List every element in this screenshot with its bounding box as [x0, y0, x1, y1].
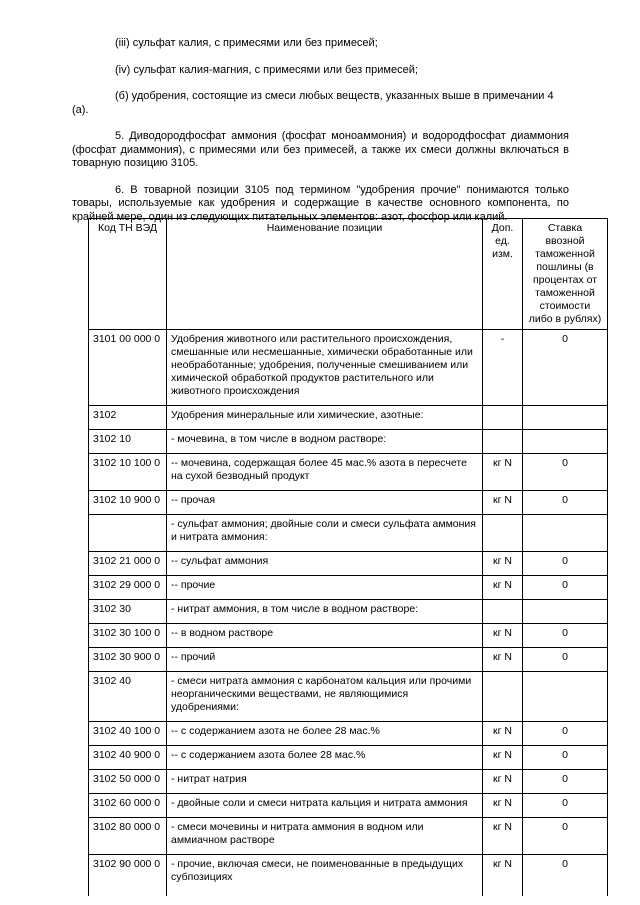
cell-rate	[523, 406, 608, 430]
cell-name: - мочевина, в том числе в водном растворе:	[167, 430, 483, 454]
header-code: Код ТН ВЭД	[89, 219, 167, 330]
table-row	[89, 818, 608, 855]
cell-unit: кг N	[483, 746, 523, 770]
table-row	[89, 515, 608, 552]
cell-name: - сульфат аммония; двойные соли и смеси сульфата аммония и нитрата аммония:	[167, 515, 483, 552]
cell-unit: кг N	[483, 624, 523, 648]
table-row	[89, 624, 608, 648]
cell-unit: кг N	[483, 722, 523, 746]
cell-code: 3102 60 000 0	[89, 794, 167, 818]
cell-rate: 0	[523, 454, 608, 491]
cell-code: 3101 00 000 0	[89, 330, 167, 406]
cell-rate	[523, 430, 608, 454]
cell-rate: 0	[523, 330, 608, 406]
cell-code: 3102 90 000 0	[89, 855, 167, 897]
note-iv: (iv) сульфат калия-магния, с примесями или без примесей;	[115, 63, 418, 76]
cell-name: - смеси нитрата аммония с карбонатом кальция или прочими неорганическими веществами, не являющимися удобрениями:	[167, 672, 483, 722]
cell-unit: кг N	[483, 576, 523, 600]
cell-rate: 0	[523, 624, 608, 648]
cell-name: -- мочевина, содержащая более 45 мас.% азота в пересчете на сухой безводный продукт	[167, 454, 483, 491]
cell-unit: кг N	[483, 454, 523, 491]
cell-code: 3102 10 100 0	[89, 454, 167, 491]
table-row	[89, 454, 608, 491]
cell-code: 3102 40 100 0	[89, 722, 167, 746]
cell-code: 3102 50 000 0	[89, 770, 167, 794]
cell-name: - прочие, включая смеси, не поименованные в предыдущих субпозициях	[167, 855, 483, 897]
cell-rate: 0	[523, 855, 608, 897]
cell-rate	[523, 672, 608, 722]
table-row	[89, 491, 608, 515]
note-b: (б) удобрения, состоящие из смеси любых веществ, указанных выше в примечании 4 (а).	[72, 90, 554, 116]
cell-code: 3102 21 000 0	[89, 552, 167, 576]
table-row	[89, 330, 608, 406]
table-row	[89, 406, 608, 430]
cell-name: - смеси мочевины и нитрата аммония в водном или аммиачном растворе	[167, 818, 483, 855]
cell-code: 3102 10	[89, 430, 167, 454]
cell-code: 3102 40 900 0	[89, 746, 167, 770]
cell-code	[89, 515, 167, 552]
cell-code: 3102 30 900 0	[89, 648, 167, 672]
table-row	[89, 746, 608, 770]
table-row	[89, 794, 608, 818]
cell-rate: 0	[523, 746, 608, 770]
cell-unit	[483, 515, 523, 552]
table-row	[89, 430, 608, 454]
cell-code: 3102	[89, 406, 167, 430]
cell-name: - нитрат аммония, в том числе в водном растворе:	[167, 600, 483, 624]
cell-code: 3102 40	[89, 672, 167, 722]
cell-name: -- прочий	[167, 648, 483, 672]
cell-unit: кг N	[483, 491, 523, 515]
cell-unit	[483, 600, 523, 624]
cell-name: -- прочие	[167, 576, 483, 600]
note-iii: (iii) сульфат калия, с примесями или без примесей;	[115, 37, 378, 49]
cell-rate: 0	[523, 491, 608, 515]
cell-name: -- в водном растворе	[167, 624, 483, 648]
cell-rate: 0	[523, 576, 608, 600]
cell-unit: кг N	[483, 770, 523, 794]
cell-name: -- прочая	[167, 491, 483, 515]
cell-unit	[483, 430, 523, 454]
cell-code: 3102 30 100 0	[89, 624, 167, 648]
cell-name: Удобрения минеральные или химические, азотные:	[167, 406, 483, 430]
cell-unit: кг N	[483, 818, 523, 855]
cell-rate: 0	[523, 552, 608, 576]
notes-section	[72, 37, 569, 237]
table-row	[89, 855, 608, 897]
tariff-table-body	[89, 330, 608, 897]
cell-unit	[483, 672, 523, 722]
cell-code: 3102 80 000 0	[89, 818, 167, 855]
cell-code: 3102 30	[89, 600, 167, 624]
cell-unit: -	[483, 330, 523, 406]
note-5: 5. Диводородфосфат аммония (фосфат моноаммония) и водородфосфат диаммония (фосфат диаммония), с примесями или без примесей, а также их смеси должны включаться в товарную позицию 3105.	[72, 130, 569, 169]
cell-name: Удобрения животного или растительного происхождения, смешанные или несмешанные, химически обработанные или необработанные; удобрения, полученные смешиванием или химической обработкой продуктов растительного или животного происхождения	[167, 330, 483, 406]
tariff-table	[88, 218, 608, 896]
cell-name: -- с содержанием азота не более 28 мас.%	[167, 722, 483, 746]
cell-unit: кг N	[483, 855, 523, 897]
cell-unit: кг N	[483, 648, 523, 672]
header-name: Наименование позиции	[167, 219, 483, 330]
cell-rate: 0	[523, 722, 608, 746]
table-row	[89, 722, 608, 746]
cell-rate	[523, 600, 608, 624]
table-row	[89, 576, 608, 600]
header-rate: Ставка ввозной таможенной пошлины (в процентах от таможенной стоимости либо в рублях)	[523, 219, 608, 330]
cell-rate: 0	[523, 770, 608, 794]
cell-name: -- с содержанием азота более 28 мас.%	[167, 746, 483, 770]
cell-code: 3102 29 000 0	[89, 576, 167, 600]
table-header-row	[89, 219, 608, 330]
note-6: 6. В товарной позиции 3105 под термином "удобрения прочие" понимаются только товары, используемые как удобрения и содержащие в качестве основного компонента, по крайней мере, один из следующих питательных элементов: азот, фосфор или калий.	[72, 183, 569, 223]
cell-name: - двойные соли и смеси нитрата кальция и нитрата аммония	[167, 794, 483, 818]
cell-unit	[483, 406, 523, 430]
table-row	[89, 648, 608, 672]
table-row	[89, 672, 608, 722]
header-unit: Доп. ед. изм.	[483, 219, 523, 330]
table-row	[89, 552, 608, 576]
table-row	[89, 600, 608, 624]
cell-rate: 0	[523, 794, 608, 818]
cell-name: -- сульфат аммония	[167, 552, 483, 576]
cell-unit: кг N	[483, 794, 523, 818]
cell-rate	[523, 515, 608, 552]
cell-rate: 0	[523, 648, 608, 672]
cell-code: 3102 10 900 0	[89, 491, 167, 515]
cell-rate: 0	[523, 818, 608, 855]
cell-name: - нитрат натрия	[167, 770, 483, 794]
cell-unit: кг N	[483, 552, 523, 576]
table-row	[89, 770, 608, 794]
